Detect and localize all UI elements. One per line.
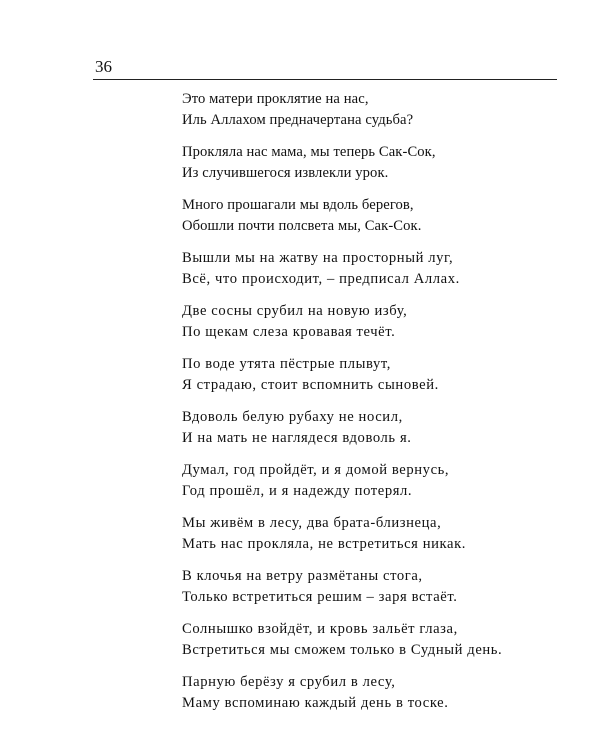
stanza [182,248,572,301]
poem-line: Я страдаю, стоит вспомнить сыновей. [182,376,439,393]
poem [182,89,572,725]
poem-line: В клочья на ветру размётаны стога, [182,568,423,584]
poem-line: Это матери проклятие на нас, [182,91,369,107]
poem-line: Солнышко взойдёт, и кровь зальёт глаза, [182,621,458,637]
poem-line: Иль Аллахом предначертана судьба? [182,111,414,128]
poem-line: Год прошёл, и я надежду потерял. [182,482,413,499]
poem-line: По воде утята пёстрые плывут, [182,356,392,372]
stanza [182,142,572,195]
poem-line: Прокляла нас мама, мы теперь Сак-Сок, [182,144,436,160]
stanza [182,513,572,566]
poem-line: Мы живём в лесу, два брата-близнеца, [182,515,442,531]
poem-line: Только встретиться решим – заря встаёт. [182,588,458,605]
poem-line: Всё, что происходит, – предписал Аллах. [182,270,460,287]
poem-line: Встретиться мы сможем только в Судный день. [182,641,503,658]
poem-line: Вышли мы на жатву на просторный луг, [182,250,454,266]
poem-line: Две сосны срубил на новую избу, [182,303,408,319]
poem-line: Парную берёзу я срубил в лесу, [182,674,396,690]
poem-line: Думал, год пройдёт, и я домой вернусь, [182,462,450,478]
page-number: 36 [95,57,112,76]
poem-line: По щекам слеза кровавая течёт. [182,323,396,340]
stanza [182,566,572,619]
stanza [182,195,572,248]
poem-line: Мать нас прокляла, не встретиться никак. [182,535,467,552]
poem-line: Маму вспоминаю каждый день в тоске. [182,694,449,711]
page-header [93,57,557,80]
stanza [182,89,572,142]
stanza [182,354,572,407]
poem-line: Обошли почти полсвета мы, Сак-Сок. [182,217,422,234]
poem-line: Много прошагали мы вдоль берегов, [182,197,414,213]
poem-line: Вдоволь белую рубаху не носил, [182,409,403,425]
poem-line: И на мать не наглядеся вдоволь я. [182,429,412,446]
stanza [182,407,572,460]
stanza [182,460,572,513]
stanza [182,301,572,354]
stanza [182,672,572,725]
stanza [182,619,572,672]
poem-line: Из случившегося извлекли урок. [182,164,389,181]
